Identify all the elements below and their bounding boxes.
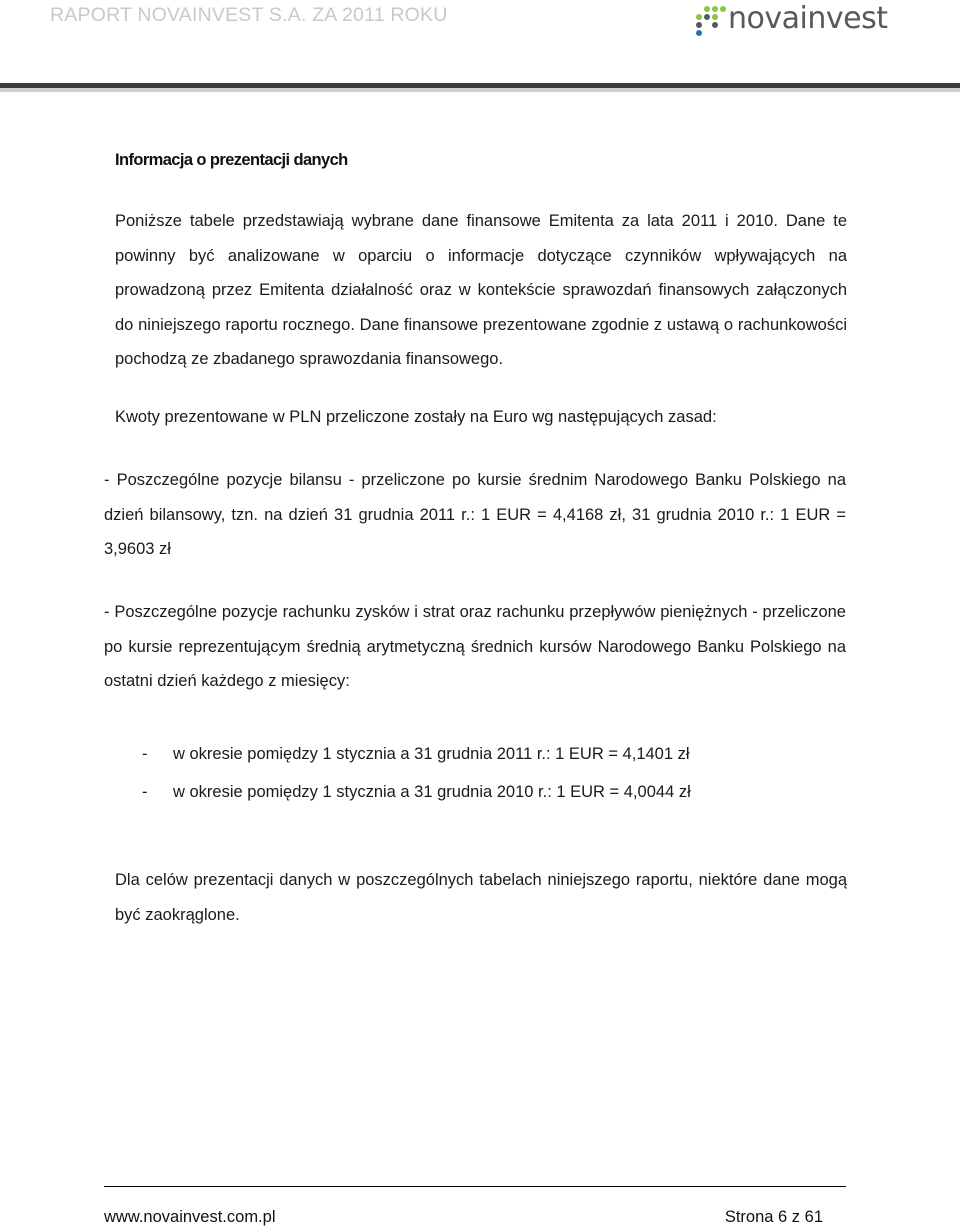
balance-rate-paragraph: - Poszczególne pozycje bilansu - przeliczone po kursie średnim Narodowego Banku Polskiego na dzień bilansowy, tzn. na dzień 31 grudnia 2011 r.: 1 EUR = 4,4168 zł, 31 grudnia 2010 r.: 1 EUR = 3,9603 zł <box>104 471 846 558</box>
footer-url: www.novainvest.com.pl <box>104 1208 276 1226</box>
rounding-note-paragraph: Dla celów prezentacji danych w poszczególnych tabelach niniejszego raportu, niektóre dane mogą być zaokrąglone. <box>115 871 847 924</box>
list-item: - w okresie pomiędzy 1 stycznia a 31 grudnia 2011 r.: 1 EUR = 4,1401 zł <box>142 745 690 763</box>
intro-paragraph: Poniższe tabele przedstawiają wybrane dane finansowe Emitenta za lata 2011 i 2010. Dane te powinny być analizowane w oparciu o informacje dotyczące czynników wpływających na prowadzoną przez Emitenta działalność oraz w kontekście sprawozdań finansowych załączonych do niniejszego raportu rocznego. Dane finansowe prezentowane zgodnie z ustawą o rachunkowości pochodzą ze zbadanego sprawozdania finansowego. <box>115 212 847 368</box>
novainvest-logo <box>690 0 900 44</box>
conversion-rules-paragraph: Kwoty prezentowane w PLN przeliczone zostały na Euro wg następujących zasad: <box>115 408 717 426</box>
income-rate-paragraph: - Poszczególne pozycje rachunku zysków i strat oraz rachunku przepływów pieniężnych - przeliczone po kursie reprezentującym średnią arytmetyczną średnich kursów Narodowego Banku Polskiego na ostatni dzień każdego z miesięcy: <box>104 603 846 690</box>
list-item: - w okresie pomiędzy 1 stycznia a 31 grudnia 2010 r.: 1 EUR = 4,0044 zł <box>142 783 691 801</box>
page-number: Strona 6 z 61 <box>724 1208 823 1226</box>
section-title: Informacja o prezentacji danych <box>115 151 348 169</box>
footer-rule <box>104 1186 846 1187</box>
header-rule-light <box>0 88 960 92</box>
logo-text: novainvest <box>728 1 888 36</box>
report-title: RAPORT NOVAINVEST S.A. ZA 2011 ROKU <box>50 4 448 26</box>
